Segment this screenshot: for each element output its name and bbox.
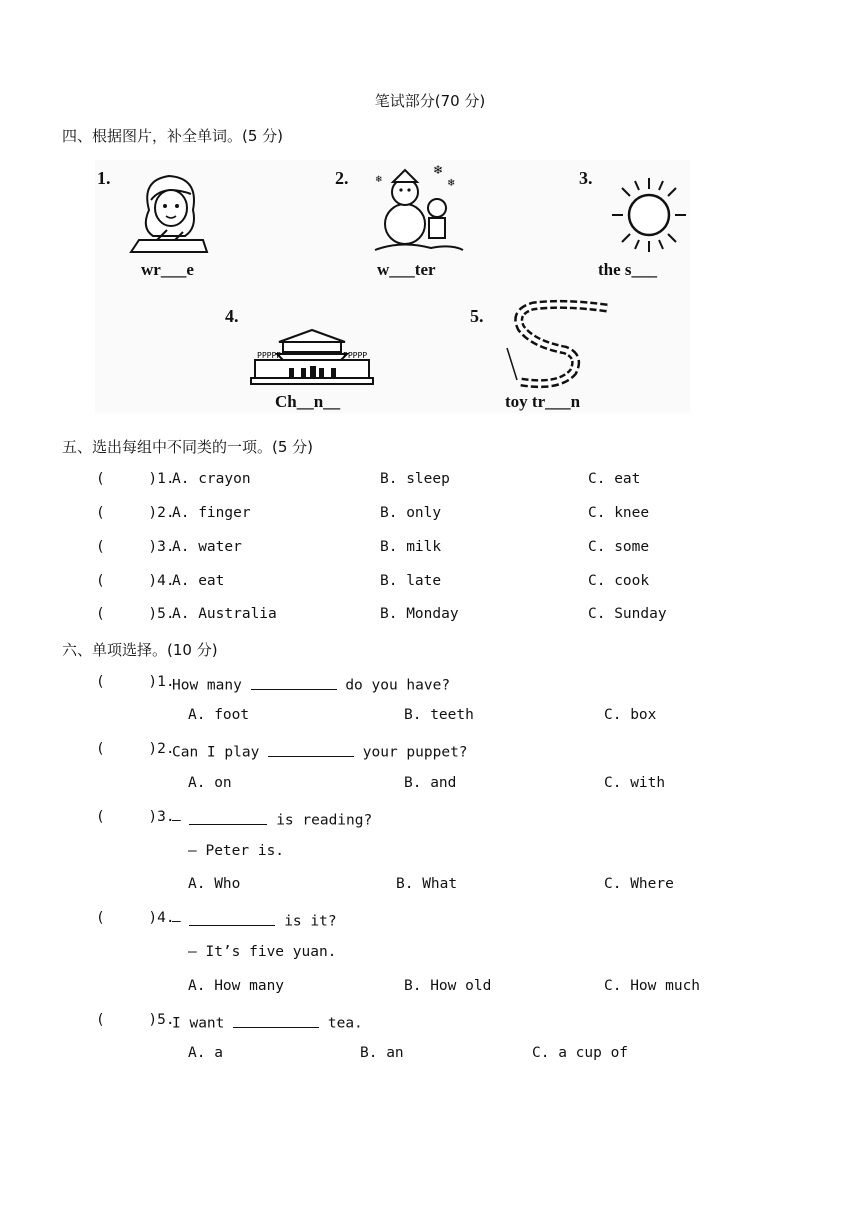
option-a: A. water <box>172 539 242 555</box>
option-a: A. a <box>188 1045 223 1061</box>
option-c: C. a cup of <box>532 1045 629 1061</box>
item-number: 5. <box>470 306 484 326</box>
section5-heading: 五、选出每组中不同类的一项。(5 分) <box>62 438 314 456</box>
question-number: ( )3. <box>96 539 175 555</box>
item-word: toy tr___n <box>505 392 581 411</box>
option-b: B. sleep <box>380 471 450 487</box>
option-a: A. Australia <box>172 606 277 622</box>
question-stem: is reading? <box>276 812 373 829</box>
sun-icon <box>610 176 688 254</box>
answer-blank[interactable] <box>268 741 354 757</box>
option-c: C. knee <box>588 505 650 521</box>
question-number: ( )1. <box>96 674 175 690</box>
item-word: the s___ <box>598 260 658 279</box>
question-text <box>172 809 372 829</box>
svg-text:❄: ❄ <box>447 178 456 189</box>
svg-text:PPPPP: PPPPP <box>343 351 368 360</box>
toy-train-icon <box>503 298 613 392</box>
option-a: A. How many <box>188 978 285 994</box>
question-number: ( )1. <box>96 471 175 487</box>
option-a: A. finger <box>172 505 251 521</box>
option-a: A. on <box>188 775 232 791</box>
dialogue-reply: — Peter is. <box>188 843 285 859</box>
question-stem: How many <box>172 677 242 694</box>
option-b: B. What <box>396 876 458 892</box>
item-number: 4. <box>225 306 239 326</box>
option-c: C. some <box>588 539 650 555</box>
snowman-icon <box>371 160 466 255</box>
question-number: ( )4. <box>96 573 175 589</box>
dialogue-reply: — It’s five yuan. <box>188 944 337 960</box>
option-b: B. an <box>360 1045 404 1061</box>
question-number: ( )5. <box>96 606 175 622</box>
page-title: 笔试部分(70 分) <box>374 92 486 110</box>
question-stem: I want <box>172 1015 225 1032</box>
svg-text:PPPPP: PPPPP <box>257 351 282 360</box>
item-number: 1. <box>97 168 111 188</box>
question-stem: tea. <box>327 1015 363 1032</box>
dialogue-dash: — <box>172 812 181 829</box>
option-b: B. only <box>380 505 442 521</box>
question-stem: Can I play <box>172 744 260 761</box>
svg-text:❄: ❄ <box>375 175 383 185</box>
question-text <box>172 1012 363 1032</box>
section4-heading: 四、根据图片，补全单词。(5 分) <box>62 127 284 145</box>
option-c: C. Sunday <box>588 606 667 622</box>
answer-blank[interactable] <box>189 910 275 926</box>
option-a: A. foot <box>188 707 250 723</box>
svg-text:❄: ❄ <box>433 163 444 177</box>
answer-blank[interactable] <box>251 674 337 690</box>
question-stem: do you have? <box>345 677 451 694</box>
tiananmen-icon <box>249 328 375 386</box>
dialogue-dash: — <box>172 913 181 930</box>
option-a: A. crayon <box>172 471 251 487</box>
option-a: A. Who <box>188 876 241 892</box>
option-a: A. eat <box>172 573 225 589</box>
girl-writing-icon <box>127 170 212 255</box>
question-stem: is it? <box>284 913 337 930</box>
option-b: B. late <box>380 573 442 589</box>
option-b: B. Monday <box>380 606 459 622</box>
question-text <box>172 741 468 761</box>
question-number: ( )2. <box>96 505 175 521</box>
item-word: wr___e <box>141 260 194 279</box>
option-b: B. teeth <box>404 707 474 723</box>
option-c: C. box <box>604 707 657 723</box>
option-b: B. How old <box>404 978 492 994</box>
question-number: ( )3. <box>96 809 175 825</box>
question-number: ( )2. <box>96 741 175 757</box>
question-number: ( )4. <box>96 910 175 926</box>
question-text <box>172 674 450 694</box>
option-c: C. eat <box>588 471 641 487</box>
option-c: C. How much <box>604 978 701 994</box>
item-word: w___ter <box>377 260 436 279</box>
question-stem: your puppet? <box>362 744 468 761</box>
answer-blank[interactable] <box>233 1012 319 1028</box>
option-b: B. and <box>404 775 457 791</box>
picture-panel <box>95 160 690 413</box>
section6-heading: 六、单项选择。(10 分) <box>62 641 218 659</box>
item-word: Ch__n__ <box>275 392 341 411</box>
option-c: C. cook <box>588 573 650 589</box>
item-number: 2. <box>335 168 349 188</box>
answer-blank[interactable] <box>189 809 267 825</box>
question-number: ( )5. <box>96 1012 175 1028</box>
option-c: C. with <box>604 775 666 791</box>
option-b: B. milk <box>380 539 442 555</box>
question-text <box>172 910 337 930</box>
item-number: 3. <box>579 168 593 188</box>
option-c: C. Where <box>604 876 674 892</box>
